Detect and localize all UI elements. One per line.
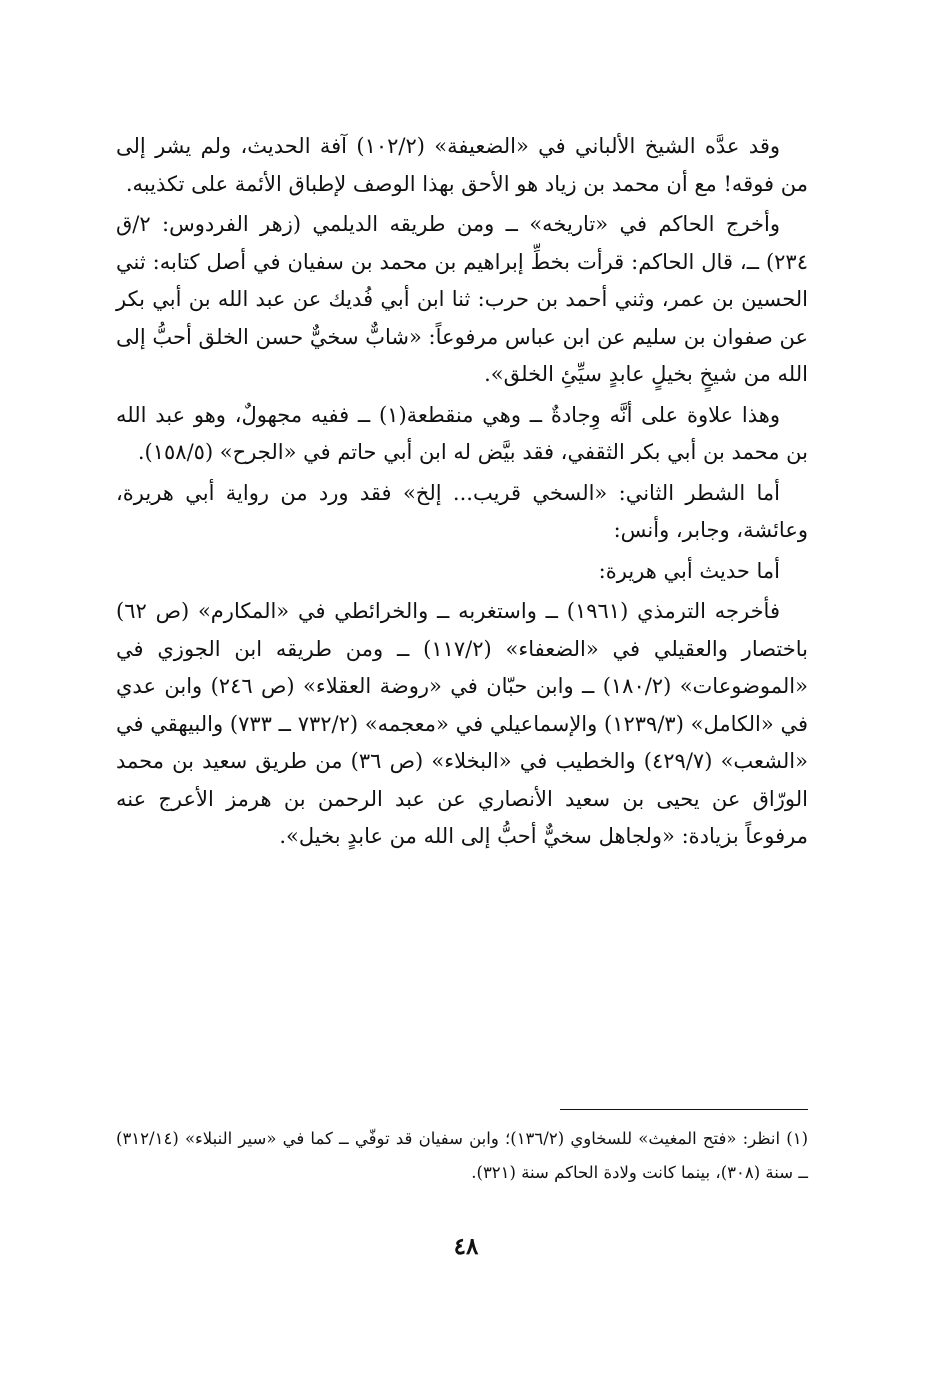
paragraph-albani-assessment: وقد عدَّه الشيخ الألباني في «الضعيفة» (١٠٢/٢) آفة الحديث، ولم يشر إلى من فوقه! مع أن محمد بن زياد هو الأحق بهذا الوصف لإطباق الأئمة على تكذيبه. [116, 134, 808, 196]
page-number: ٤٨ [453, 1233, 479, 1260]
paragraph-hakim-narration: وأخرج الحاكم في «تاريخه» ــ ومن طريقه الديلمي (زهر الفردوس: ٢/ق ٢٣٤) ــ، قال الحاكم: قرأت بخطِّ إبراهيم بن محمد بن سفيان في أصل كتابه: ثني الحسين بن عمر، وثني أحمد بن حرب: ثنا ابن أبي فُديك عن عبد الله بن أبي بكر عن صفوان بن سليم عن ابن عباس مرفوعاً: «شابٌّ سخيٌّ حسن الخلق أحبُّ إلى الله من شيخٍ بخيلٍ عابدٍ سيِّئِ الخلق». [116, 212, 808, 386]
paragraph-wijada-critique: وهذا علاوة على أنَّه وِجادةٌ ــ وهي منقطعة(١) ــ ففيه مجهولٌ، وهو عبد الله بن محمد بن أبي بكر الثقفي، فقد بيَّض له ابن أبي حاتم في «الجرح» (١٥٨/٥). [116, 402, 808, 464]
main-text [116, 128, 808, 859]
footnotes [116, 1122, 808, 1190]
footnote-1: (١) انظر: «فتح المغيث» للسخاوي (١٣٦/٢)؛ وابن سفيان قد توفّي ــ كما في «سير النبلاء» (٣١٢/١٤) ــ سنة (٣٠٨)، بينما كانت ولادة الحاكم سنة (٣٢١). [116, 1129, 809, 1182]
paragraph-second-half: أما الشطر الثاني: «السخي قريب... إلخ» فقد ورد من رواية أبي هريرة، وعائشة، وجابر، وأنس: [116, 480, 808, 542]
footnote-separator [560, 1109, 808, 1110]
subheading-abu-hurayra: أما حديث أبي هريرة: [598, 558, 780, 583]
paragraph-takhrij-abu-hurayra: فأخرجه الترمذي (١٩٦١) ــ واستغربه ــ والخرائطي في «المكارم» (ص ٦٢) باختصار والعقيلي في «الضعفاء» (١١٧/٢) ــ ومن طريقه ابن الجوزي في «الموضوعات» (١٨٠/٢) ــ وابن حبّان في «روضة العقلاء» (ص ٢٤٦) وابن عدي في «الكامل» (١٢٣٩/٣) والإسماعيلي في «معجمه» (٧٣٢/٢ ــ ٧٣٣) والبيهقي في «الشعب» (٤٢٩/٧) والخطيب في «البخلاء» (ص ٣٦) من طريق سعيد بن محمد الورّاق عن يحيى بن سعيد الأنصاري عن عبد الرحمن بن هرمز الأعرج عنه مرفوعاً بزيادة: «ولجاهل سخيٌّ أحبُّ إلى الله من عابدٍ بخيل». [116, 599, 808, 848]
